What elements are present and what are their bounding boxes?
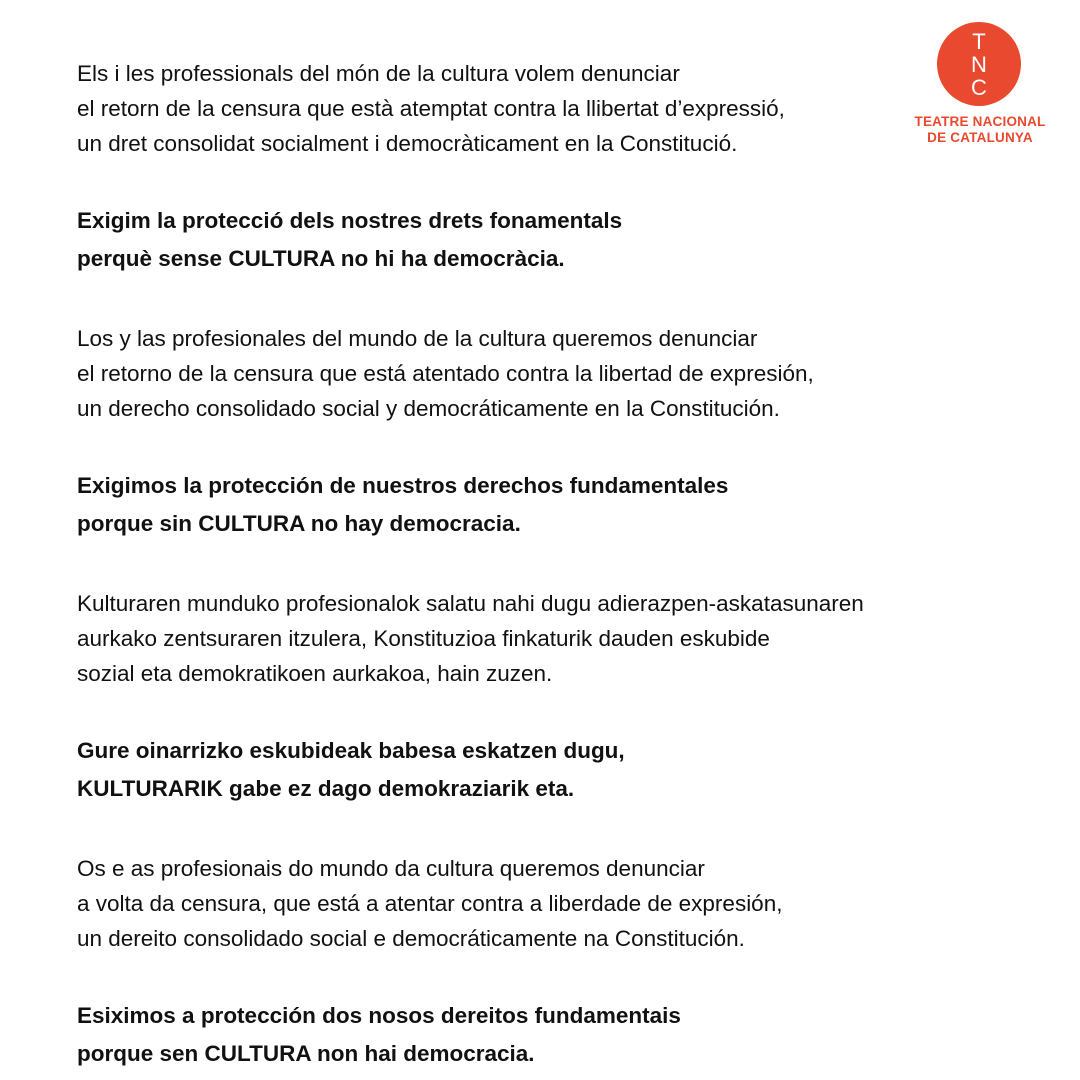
galician-demand [77,997,1037,1073]
statement-line: un dret consolidat socialment i democràticament en la Constitució. [77,131,738,156]
spanish-demand [77,467,1037,543]
statement-content [77,52,1037,1073]
demand-line: Gure oinarrizko eskubideak babesa eskatzen dugu, [77,738,625,763]
statement-line: Os e as profesionais do mundo da cultura queremos denunciar [77,856,705,881]
demand-line: porque sin CULTURA no hay democracia. [77,511,521,536]
statement-line: el retorn de la censura que està atemptat contra la llibertat d’expressió, [77,96,785,121]
basque-demand [77,732,1037,808]
statement-line: aurkako zentsuraren itzulera, Konstituzioa finkaturik dauden eskubide [77,626,770,651]
logo-letter-t: T [972,29,986,54]
statement-line: a volta da censura, que está a atentar contra a liberdade de expresión, [77,891,783,916]
spanish-statement [77,321,1037,426]
galician-statement [77,851,1037,956]
logo-letter-n: N [971,52,987,77]
statement-line: Els i les professionals del món de la cultura volem denunciar [77,61,680,86]
demand-line: Exigim la protecció dels nostres drets fonamentals [77,208,623,233]
logo-name-line-1: TEATRE NACIONAL [914,114,1046,129]
logo-name-line-2: DE CATALUNYA [927,130,1033,145]
demand-line: KULTURARIK gabe ez dago demokraziarik eta. [77,776,575,801]
statement-line: un derecho consolidado social y democráticamente en la Constitución. [77,396,780,421]
basque-statement [77,586,1037,691]
statement-line: un dereito consolidado social e democráticamente na Constitución. [77,926,745,951]
catalan-statement [77,52,1037,161]
demand-line: porque sen CULTURA non hai democracia. [77,1041,535,1066]
demand-line: Exigimos la protección de nuestros derechos fundamentales [77,473,729,498]
statement-line: Los y las profesionales del mundo de la cultura queremos denunciar [77,326,758,351]
logo-letter-c: C [971,75,987,100]
demand-line: Esiximos a protección dos nosos dereitos fundamentais [77,1003,681,1028]
statement-line: el retorno de la censura que está atentado contra la libertad de expresión, [77,361,814,386]
statement-line: Kulturaren munduko profesionalok salatu nahi dugu adierazpen-askatasunaren [77,591,864,616]
catalan-demand [77,202,1037,278]
demand-line: perquè sense CULTURA no hi ha democràcia. [77,246,565,271]
statement-line: sozial eta demokratikoen aurkakoa, hain zuzen. [77,661,553,686]
